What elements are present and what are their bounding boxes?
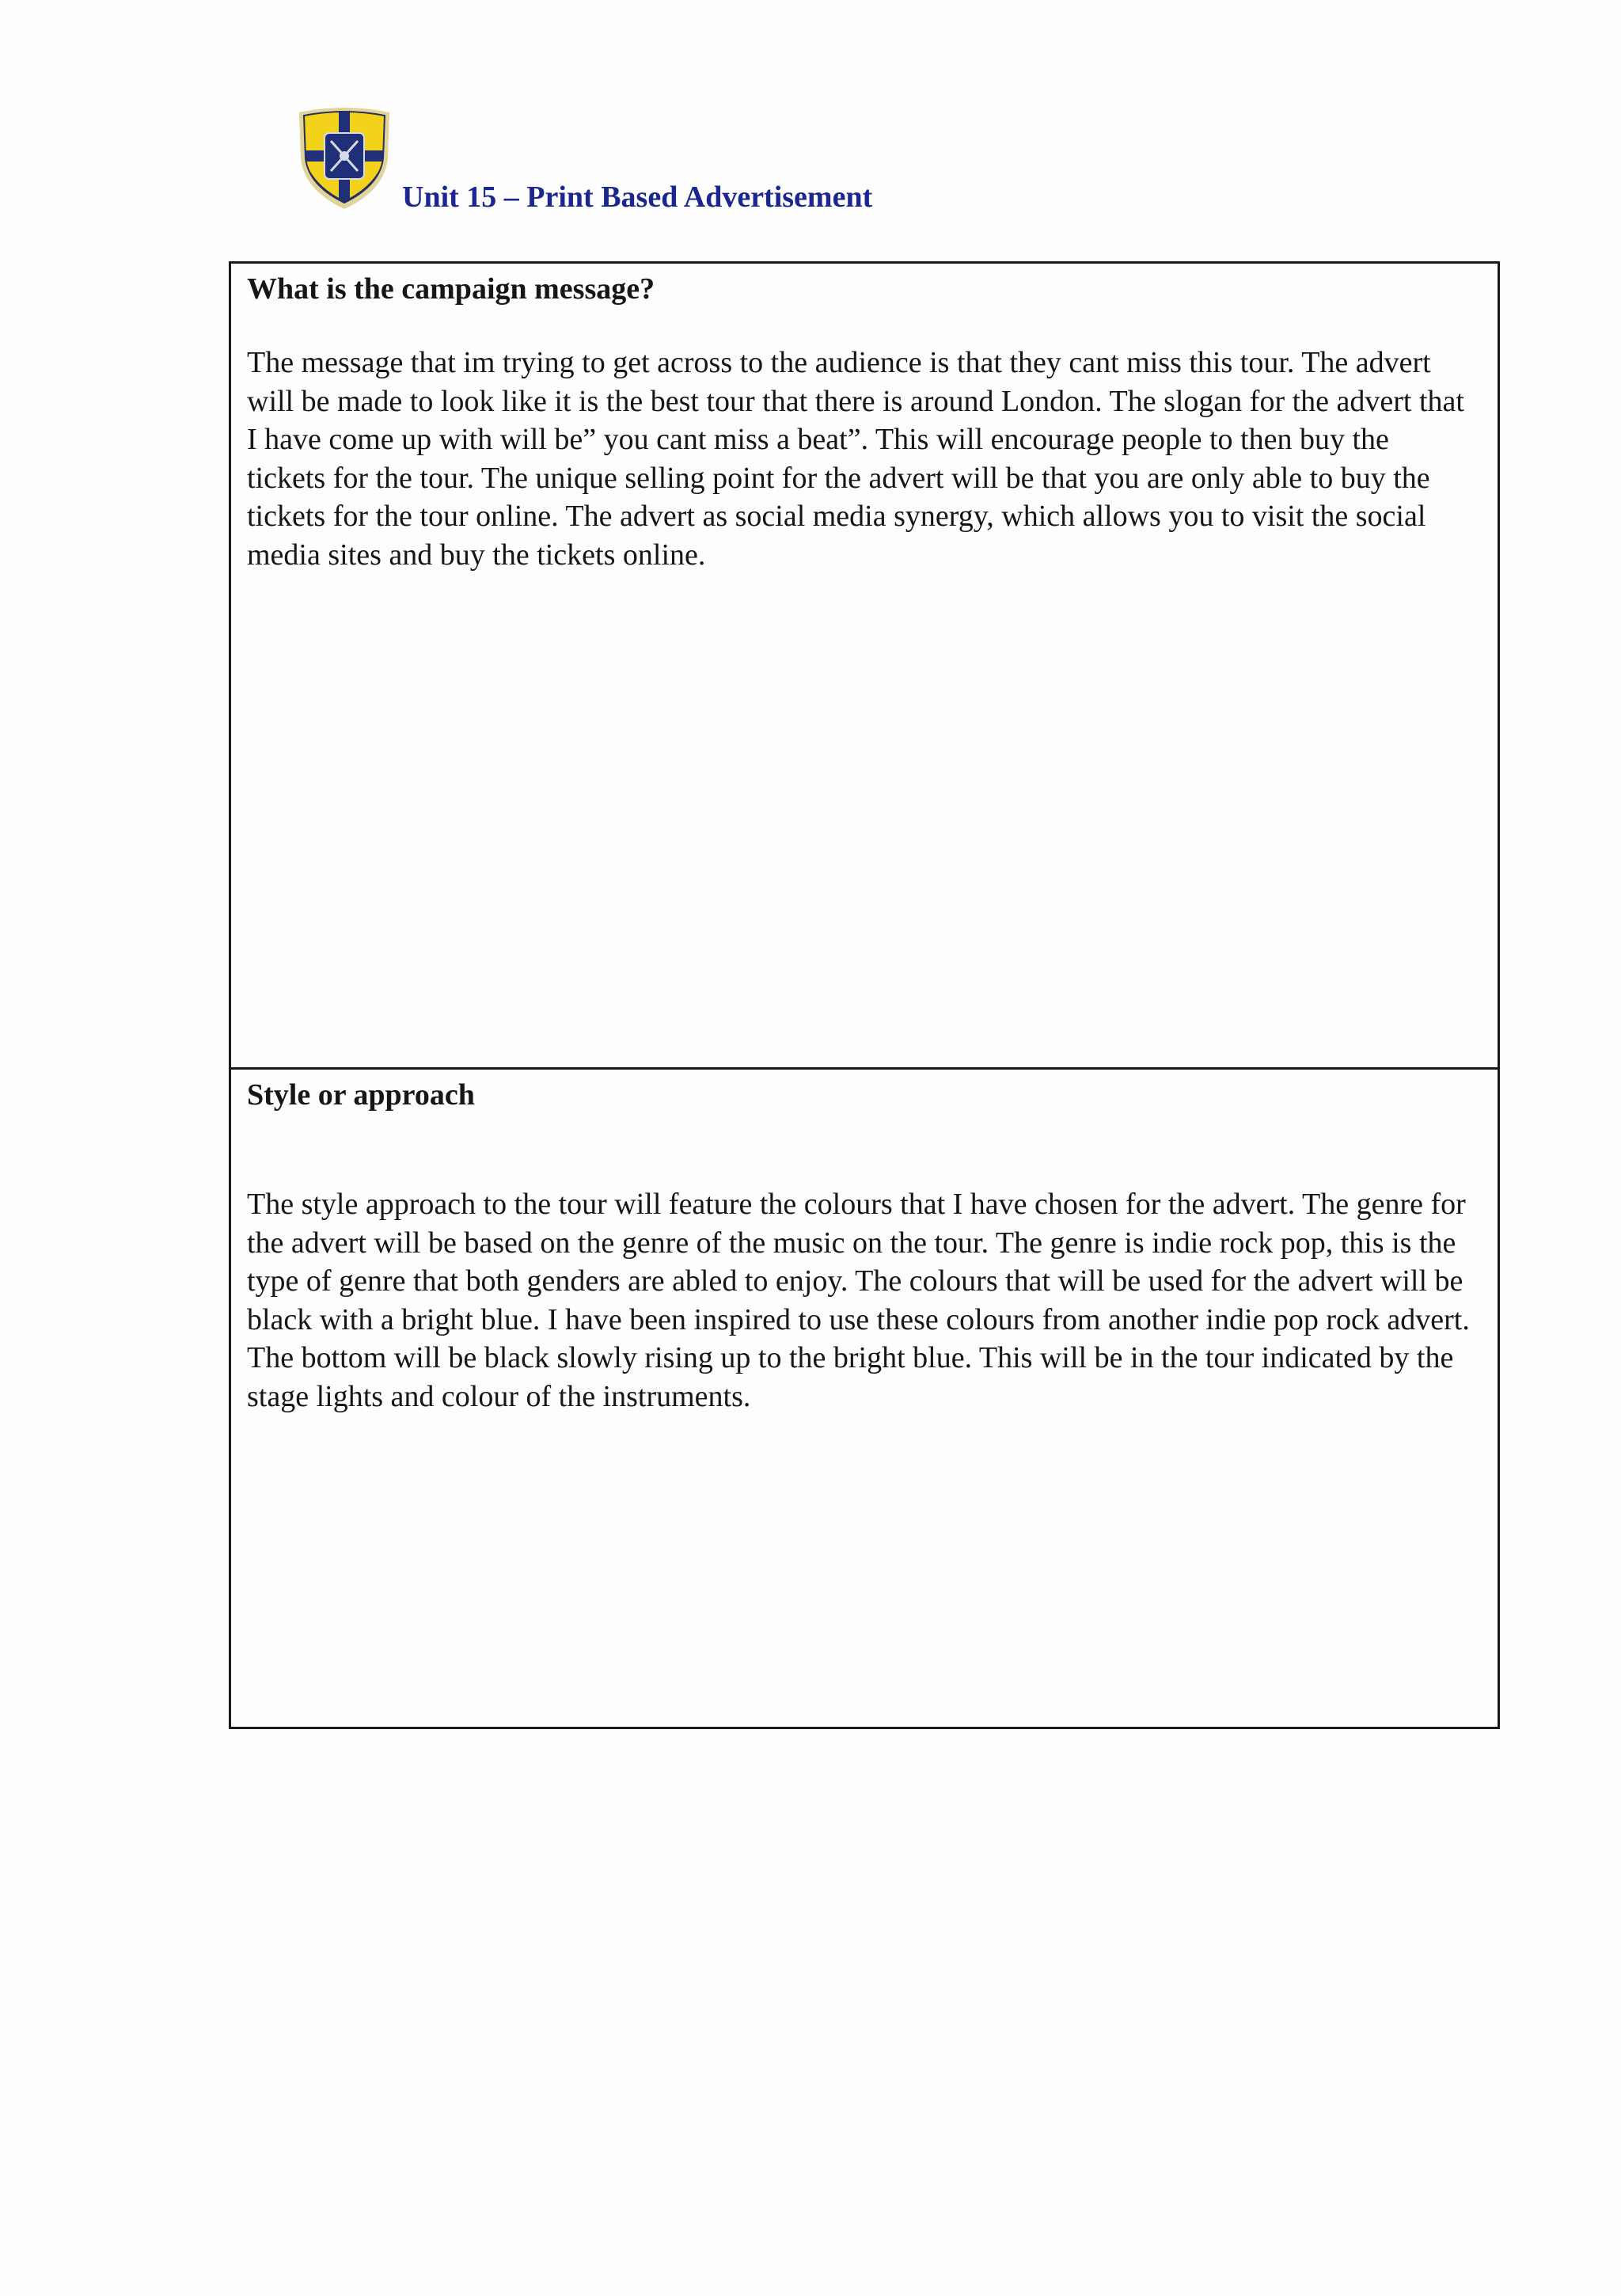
campaign-message-cell: [231, 264, 1498, 1070]
campaign-message-heading: What is the campaign message?: [247, 272, 655, 306]
form-table: [229, 261, 1500, 1729]
campaign-message-text: The message that im trying to get across to the audience is that they cant miss this tour. The advert will be made to look like it is the best tour that there is around London. The slogan for the advert that I have come up with will be” you cant miss a beat”. This will encourage people to then buy the tickets for the tour. The unique selling point for the advert will be that you are only able to buy the tickets for the tour online. The advert as social media synergy, which allows you to visit the social media sites and buy the tickets online.: [247, 346, 1464, 572]
style-approach-text: The style approach to the tour will feature the colours that I have chosen for the advert. The genre for the advert will be based on the genre of the music on the tour. The genre is indie rock pop, this is the type of genre that both genders are abled to enjoy. The colours that will be used for the advert will be black with a bright blue. I have been inspired to use these colours from another indie pop rock advert. The bottom will be black slowly rising up to the bright blue. This will be in the tour indicated by the stage lights and colour of the instruments.: [247, 1188, 1470, 1413]
style-approach-heading: Style or approach: [247, 1078, 475, 1112]
school-crest-icon: [293, 101, 396, 212]
page-title: Unit 15 – Print Based Advertisement: [402, 181, 873, 214]
style-approach-cell: [231, 1070, 1498, 1727]
